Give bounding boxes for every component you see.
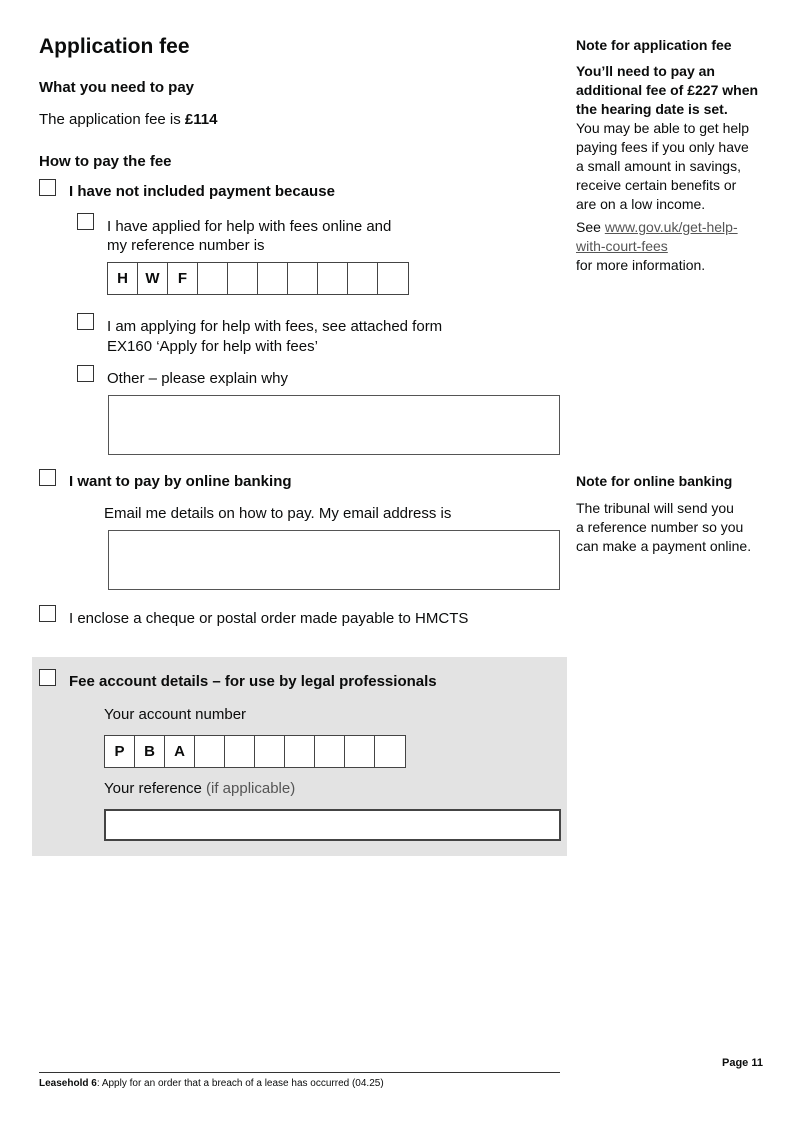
fee-note-line-3: a small amount in savings,: [576, 158, 741, 174]
pba-cell[interactable]: [195, 736, 225, 767]
pba-cell[interactable]: [315, 736, 345, 767]
pba-cell[interactable]: P: [105, 736, 135, 767]
pba-cell[interactable]: [285, 736, 315, 767]
applying-help-line2: EX160 ‘Apply for help with fees’: [107, 338, 318, 355]
banking-note-line-3: can make a payment online.: [576, 538, 752, 554]
other-reason-input[interactable]: [108, 395, 560, 455]
fee-account-checkbox[interactable]: [39, 669, 56, 686]
pba-cell[interactable]: A: [165, 736, 195, 767]
how-to-pay-heading: How to pay the fee: [39, 153, 172, 170]
help-online-line1: I have applied for help with fees online and: [107, 218, 392, 235]
hwf-cell[interactable]: [378, 263, 408, 294]
online-banking-label: I want to pay by online banking: [69, 473, 292, 490]
cheque-label: I enclose a cheque or postal order made payable to HMCTS: [69, 610, 469, 627]
pba-cell[interactable]: [255, 736, 285, 767]
help-online-line2: my reference number is: [107, 237, 265, 254]
pba-cell[interactable]: [225, 736, 255, 767]
email-input[interactable]: [108, 530, 560, 590]
pba-cell[interactable]: [345, 736, 375, 767]
hwf-reference-field[interactable]: [107, 262, 409, 295]
reference-hint: (if applicable): [206, 780, 296, 797]
reference-label-line: [104, 779, 295, 798]
hwf-cell[interactable]: W: [138, 263, 168, 294]
page-title: Application fee: [39, 35, 190, 58]
footer-form-name: Leasehold 6: [39, 1078, 97, 1089]
email-prompt: Email me details on how to pay. My email address is: [104, 505, 452, 522]
applying-help-checkbox[interactable]: [77, 313, 94, 330]
fee-note-line-1: You may be able to get help: [576, 120, 750, 136]
page-number: Page 11: [722, 1057, 763, 1069]
banking-note-line-1: The tribunal will send you: [576, 500, 734, 516]
cheque-checkbox[interactable]: [39, 605, 56, 622]
other-reason-label: Other – please explain why: [107, 370, 288, 387]
hwf-cell[interactable]: [348, 263, 378, 294]
pba-cell[interactable]: [375, 736, 405, 767]
fee-note-line-5: are on a low income.: [576, 196, 706, 212]
fee-note-bold-2: additional fee of £227 when: [576, 82, 759, 98]
help-online-checkbox[interactable]: [77, 213, 94, 230]
banking-note-body: [576, 499, 776, 556]
hwf-cell[interactable]: [288, 263, 318, 294]
fee-note-line-4: receive certain benefits or: [576, 177, 737, 193]
not-included-label: I have not included payment because: [69, 183, 335, 200]
pba-account-field[interactable]: [104, 735, 406, 768]
applying-help-line1: I am applying for help with fees, see attached form: [107, 318, 443, 335]
fee-note-more: for more information.: [576, 257, 706, 273]
banking-note-line-2: a reference number so you: [576, 519, 744, 535]
fee-note-line-2: paying fees if you only have: [576, 139, 749, 155]
footer-divider: [39, 1072, 560, 1073]
hwf-cell[interactable]: [318, 263, 348, 294]
fee-note-bold-1: You’ll need to pay an: [576, 63, 715, 79]
fee-note-see-line: [576, 218, 776, 237]
fee-text: The application fee is: [39, 111, 185, 128]
fee-statement: [39, 110, 217, 129]
reference-input[interactable]: [104, 809, 561, 841]
help-fees-link-1[interactable]: www.gov.uk/get-help-: [604, 219, 738, 235]
hwf-cell[interactable]: H: [108, 263, 138, 294]
fee-account-label: Fee account details – for use by legal professionals: [69, 673, 437, 690]
account-number-label: Your account number: [104, 706, 247, 723]
footer-form-desc: : Apply for an order that a breach of a lease has occurred (04.25): [96, 1078, 384, 1089]
fee-amount: £114: [184, 111, 218, 128]
pba-cell[interactable]: B: [135, 736, 165, 767]
hwf-cell[interactable]: F: [168, 263, 198, 294]
fee-note-body: [576, 62, 776, 275]
hwf-cell[interactable]: [198, 263, 228, 294]
reference-label: Your reference: [104, 780, 207, 797]
footer-text: [39, 1078, 384, 1089]
hwf-cell[interactable]: [258, 263, 288, 294]
help-fees-link-2[interactable]: with-court-fees: [576, 238, 668, 254]
other-reason-checkbox[interactable]: [77, 365, 94, 382]
what-to-pay-heading: What you need to pay: [39, 79, 195, 96]
fee-note-bold-3: the hearing date is set.: [576, 101, 728, 117]
fee-note-title: Note for application fee: [576, 37, 732, 53]
online-banking-checkbox[interactable]: [39, 469, 56, 486]
hwf-cell[interactable]: [228, 263, 258, 294]
banking-note-title: Note for online banking: [576, 473, 733, 489]
fee-note-see: See: [576, 219, 605, 235]
not-included-checkbox[interactable]: [39, 179, 56, 196]
